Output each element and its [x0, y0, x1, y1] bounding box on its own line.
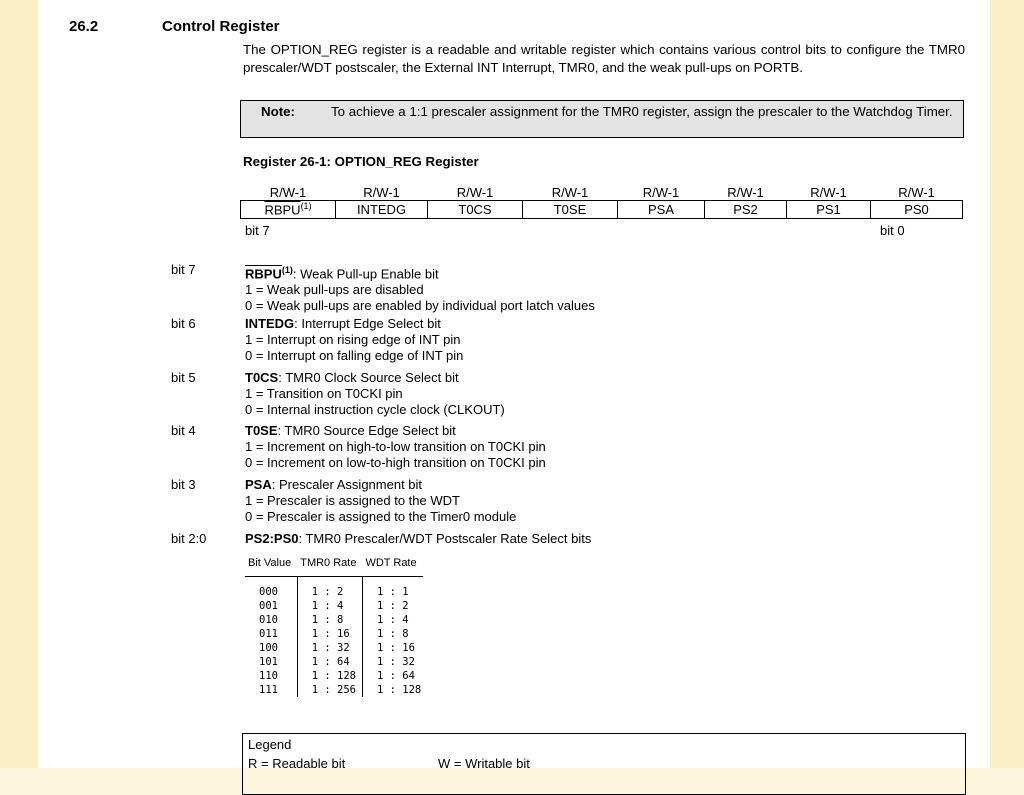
- bit-cell-intedg: [336, 201, 428, 219]
- section-number: 26.2: [69, 18, 99, 35]
- bit-cell-t0cs: [428, 201, 523, 219]
- rate-cell: 101: [259, 656, 278, 668]
- rate-cell: 1 : 16: [376, 642, 415, 654]
- bit-number: bit 6: [171, 316, 196, 331]
- legend-readable: R = Readable bit: [248, 756, 346, 771]
- rate-cell: 1 : 32: [297, 641, 362, 655]
- rate-cell: 111: [259, 684, 278, 696]
- rate-cell: 000: [259, 586, 278, 598]
- bit-value-line: 1 = Prescaler is assigned to the WDT: [245, 493, 460, 508]
- rate-cell: 011: [259, 628, 278, 640]
- msb-label: bit 7: [245, 223, 270, 238]
- bit-description: [245, 531, 591, 547]
- legend-title: Legend: [248, 737, 292, 752]
- access-cell: R/W-1: [787, 183, 871, 201]
- bit-field-name: INTEDG: [245, 316, 295, 331]
- right-margin: [990, 0, 1024, 768]
- note-box: [240, 100, 964, 138]
- bit-name: T0CS: [458, 202, 492, 217]
- rate-cell: 110: [259, 670, 278, 682]
- rate-header-cell: TMR0 Rate: [297, 556, 362, 577]
- bit-name-row: [241, 201, 963, 219]
- access-row: [241, 183, 963, 201]
- bit-field-name: T0SE: [245, 423, 278, 438]
- rate-cell: 1 : 32: [376, 656, 415, 668]
- rate-cell: 1 : 256: [297, 683, 362, 697]
- bit-number: bit 7: [171, 262, 196, 277]
- rate-cell: 1 : 1: [376, 586, 409, 598]
- rate-row: [245, 641, 423, 655]
- bit-field-title: : TMR0 Clock Source Select bit: [278, 370, 459, 385]
- bit-cell-psa: [618, 201, 705, 219]
- bit-cell-rbpu: [241, 201, 336, 219]
- bit-value-line: 0 = Increment on low-to-high transition on T0CKI pin: [245, 455, 546, 470]
- rate-row: [245, 669, 423, 683]
- bit-value-line: 1 = Transition on T0CKI pin: [245, 386, 403, 401]
- access-cell: R/W-1: [523, 183, 618, 201]
- bit-description: [245, 477, 516, 525]
- note-label: Note:: [261, 104, 295, 119]
- bit-description: [245, 316, 463, 364]
- bit-name: PS0: [904, 202, 929, 217]
- rate-cell: 1 : 2: [376, 600, 409, 612]
- bit-cell-ps1: [787, 201, 871, 219]
- footnote-mark: (1): [300, 201, 312, 212]
- access-cell: R/W-1: [428, 183, 523, 201]
- rate-cell: 1 : 2: [297, 577, 362, 600]
- access-cell: R/W-1: [336, 183, 428, 201]
- rate-row: [245, 627, 423, 641]
- bit-field-title: : TMR0 Source Edge Select bit: [277, 423, 456, 438]
- access-cell: R/W-1: [705, 183, 787, 201]
- bit-description: [245, 262, 595, 314]
- rate-header-cell: WDT Rate: [362, 556, 422, 577]
- lsb-label: bit 0: [880, 223, 905, 238]
- bit-cell-ps0: [871, 201, 963, 219]
- footnote-mark: (1): [281, 265, 293, 275]
- bit-name: INTEDG: [356, 202, 407, 217]
- rate-cell: 010: [259, 614, 278, 626]
- bit-field-name: PS2:PS0: [245, 531, 299, 546]
- bit-field-name: PSA: [245, 477, 272, 492]
- rate-select-table: [245, 556, 423, 697]
- bit-value-line: 1 = Increment on high-to-low transition on T0CKI pin: [245, 439, 546, 454]
- bit-field-title: : Interrupt Edge Select bit: [294, 316, 441, 331]
- access-cell: R/W-1: [618, 183, 705, 201]
- bit-value-line: 0 = Internal instruction cycle clock (CLKOUT): [245, 402, 505, 417]
- document-page: [38, 0, 990, 771]
- bit-value-line: 0 = Prescaler is assigned to the Timer0 module: [245, 509, 517, 524]
- bit-name: PSA: [647, 202, 674, 217]
- bit-cell-ps2: [705, 201, 787, 219]
- rate-row: [245, 599, 423, 613]
- rate-cell: 1 : 128: [297, 669, 362, 683]
- bit-name: RBPU: [264, 202, 301, 218]
- bit-number: bit 3: [171, 477, 196, 492]
- bit-field-name: RBPU: [245, 266, 282, 282]
- rate-row: [245, 577, 423, 600]
- bit-value-line: 1 = Interrupt on rising edge of INT pin: [245, 332, 461, 347]
- legend-writable: W = Writable bit: [438, 756, 530, 771]
- bit-field-title: : Prescaler Assignment bit: [271, 477, 423, 492]
- rate-row: [245, 655, 423, 669]
- bit-value-line: 1 = Weak pull-ups are disabled: [245, 282, 424, 298]
- note-text: To achieve a 1:1 prescaler assignment for the TMR0 register, assign the prescaler to the Watchdog Timer.: [331, 104, 953, 119]
- bit-name: PS1: [816, 202, 841, 217]
- bit-name: PS2: [733, 202, 758, 217]
- bit-value-line: 0 = Interrupt on falling edge of INT pin: [245, 348, 464, 363]
- access-cell: R/W-1: [871, 183, 963, 201]
- rate-cell: 1 : 4: [297, 599, 362, 613]
- rate-cell: 1 : 16: [297, 627, 362, 641]
- rate-cell: 1 : 4: [376, 614, 409, 626]
- register-bit-table: [240, 183, 963, 219]
- bit-field-name: T0CS: [245, 370, 279, 385]
- rate-row: [245, 683, 423, 697]
- section-title: Control Register: [162, 18, 280, 35]
- rate-cell: 1 : 64: [376, 670, 415, 682]
- rate-cell: 1 : 8: [297, 613, 362, 627]
- bit-number: bit 2:0: [171, 531, 207, 546]
- rate-cell: 100: [259, 642, 278, 654]
- intro-paragraph: The OPTION_REG register is a readable and writable register which contains various control bits to configure the TMR0 prescaler/WDT postscaler, the External INT Interrupt, TMR0, and the weak pull-ups on PORTB.: [243, 42, 965, 75]
- bit-number: bit 4: [171, 423, 196, 438]
- rate-cell: 1 : 8: [376, 628, 409, 640]
- rate-table-header: [245, 556, 423, 577]
- legend-box: [242, 733, 966, 795]
- bit-value-line: 0 = Weak pull-ups are enabled by individual port latch values: [245, 298, 595, 314]
- register-caption: Register 26-1: OPTION_REG Register: [243, 154, 479, 169]
- rate-row: [245, 613, 423, 627]
- bit-name: T0SE: [553, 202, 587, 217]
- rate-header-cell: Bit Value: [245, 556, 297, 577]
- bit-number: bit 5: [171, 370, 196, 385]
- bit-description: [245, 370, 505, 418]
- rate-cell: 1 : 128: [376, 684, 422, 696]
- rate-cell: 001: [259, 600, 278, 612]
- rate-cell: 1 : 64: [297, 655, 362, 669]
- bit-field-title: : TMR0 Prescaler/WDT Postscaler Rate Select bits: [298, 531, 592, 546]
- bit-description: [245, 423, 546, 471]
- bit-field-title: : Weak Pull-up Enable bit: [292, 266, 439, 282]
- left-margin: [0, 0, 38, 768]
- bit-cell-t0se: [523, 201, 618, 219]
- access-cell: R/W-1: [241, 183, 336, 201]
